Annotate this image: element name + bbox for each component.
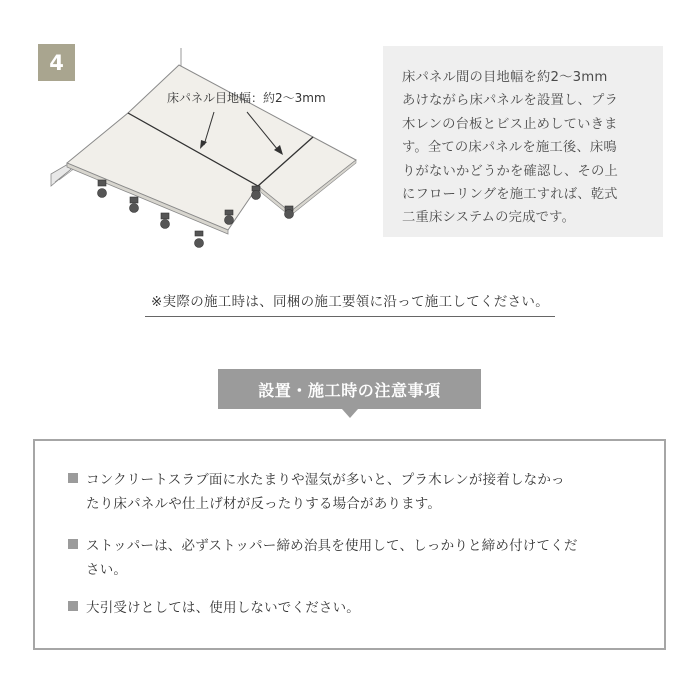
description-line: 二重床システムの完成です。	[402, 210, 576, 226]
floor-panel-illustration	[45, 40, 365, 255]
caution-text-line: コンクリートスラブ面に水たまりや湿気が多いと、プラ木レンが接着しなかっ	[86, 472, 565, 488]
square-bullet-icon	[68, 473, 78, 483]
cautions-title-pointer	[342, 409, 358, 418]
description-line: 木レンの台板とビス止めしていきま	[402, 116, 618, 132]
description-line: 床パネル間の目地幅を約2～3mm	[402, 70, 608, 85]
square-bullet-icon	[68, 601, 78, 611]
description-line: りがないかどうかを確認し、その上	[402, 163, 618, 179]
caution-item	[68, 596, 648, 620]
cautions-title	[218, 369, 481, 409]
step-number: 4	[49, 50, 64, 75]
caution-item	[68, 534, 648, 582]
caution-item	[68, 468, 648, 516]
description-line: す。全ての床パネルを施工後、床鳴	[402, 140, 617, 156]
step-description	[402, 66, 645, 230]
caution-text-line: さい。	[86, 562, 128, 578]
joint-width-label: 床パネル目地幅：約2～3mm	[167, 91, 326, 105]
cautions-title-text: 設置・施工時の注意事項	[258, 380, 441, 400]
construction-note	[0, 290, 700, 317]
cautions-box	[33, 439, 666, 650]
step-description-box	[383, 46, 663, 237]
caution-text-line: たり床パネルや仕上げ材が反ったりする場合があります。	[86, 496, 442, 512]
caution-text-line: ストッパーは、必ずストッパー締め治具を使用して、しっかりと締め付けてくだ	[86, 538, 578, 554]
description-line: あけながら床パネルを設置し、プラ	[402, 93, 618, 109]
caution-text-line: 大引受けとしては、使用しないでください。	[86, 600, 360, 616]
construction-note-text: ※実際の施工時は、同梱の施工要領に沿って施工してください。	[145, 290, 555, 317]
square-bullet-icon	[68, 539, 78, 549]
description-line: にフローリングを施工すれば、乾式	[402, 187, 618, 203]
